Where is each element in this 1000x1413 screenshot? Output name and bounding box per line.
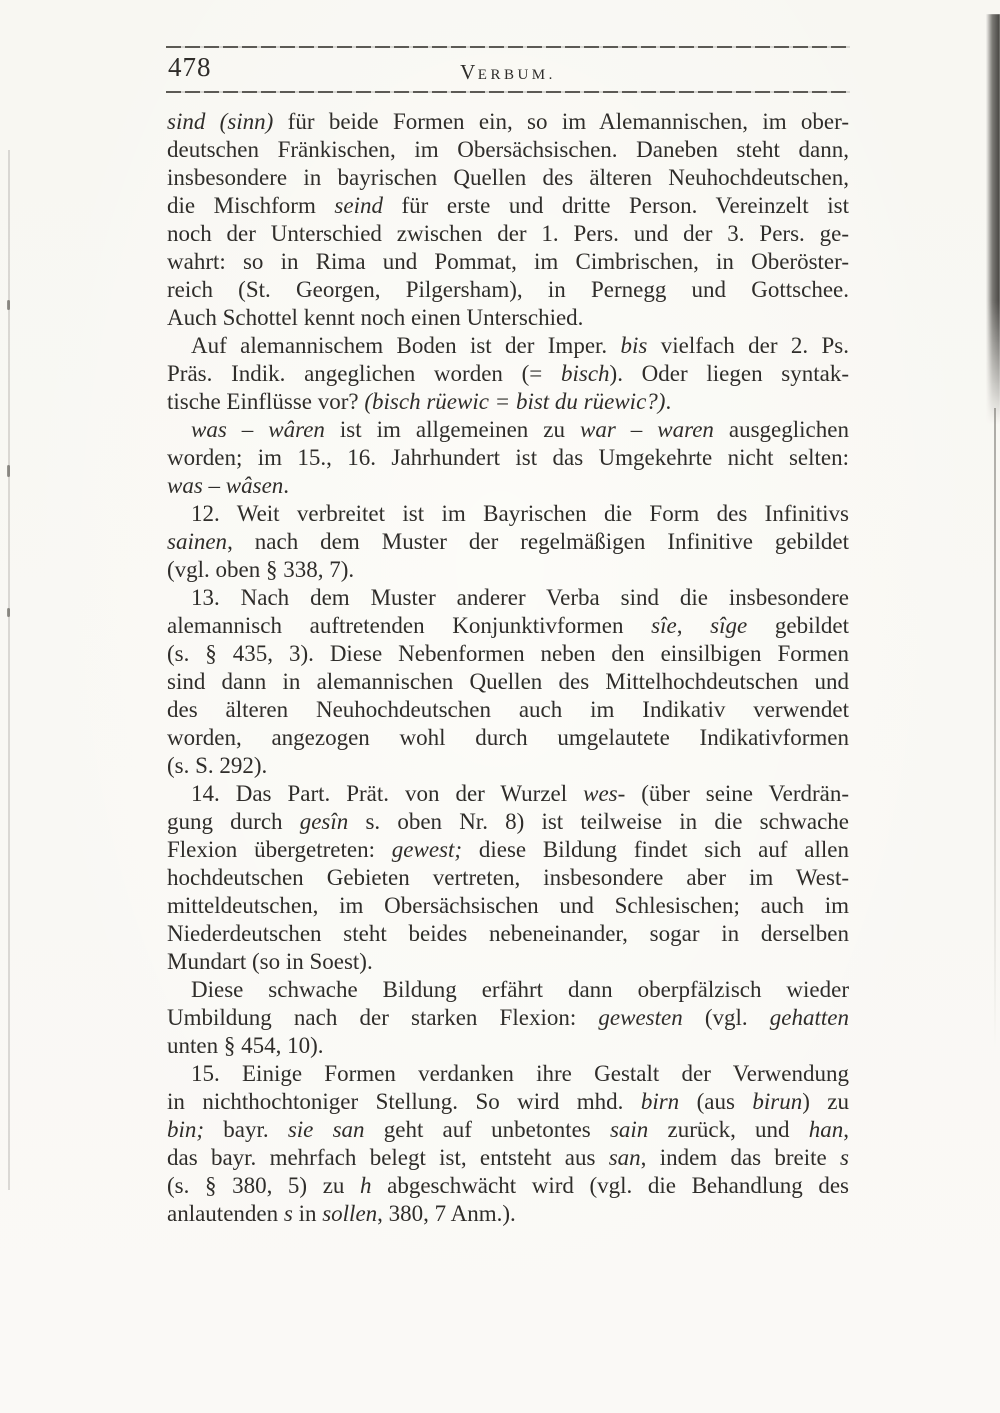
text-line: (vgl. oben § 338, 7). (167, 557, 355, 582)
text-line: deutschen Fränkischen, im Obersächsischen. Daneben steht dann, (167, 137, 849, 162)
text-line: 13. Nach dem Muster anderer Verba sind die insbesondere (191, 585, 849, 610)
text-line: Umbildung nach der starken Flexion: gewesten (vgl. gehatten (167, 1005, 849, 1030)
text-line: Auf alemannischem Boden ist der Imper. bis vielfach der 2. Ps. (191, 333, 849, 358)
text-line: wahrt: so in Rima und Pommat, im Cimbrischen, in Oberöster- (167, 249, 849, 274)
header-rule-top (166, 46, 850, 48)
body-text (167, 108, 849, 1228)
text-line: unten § 454, 10). (167, 1033, 324, 1058)
running-title: VERBUM. (460, 60, 556, 84)
text-line: gung durch gesîn s. oben Nr. 8) ist teilweise in die schwache (167, 809, 849, 834)
text-line: insbesondere in bayrischen Quellen des älteren Neuhochdeutschen, (167, 165, 849, 190)
text-line: was – wâsen. (167, 473, 290, 498)
text-line: was – wâren ist im allgemeinen zu war – waren ausgeglichen (191, 417, 849, 442)
text-line: tische Einflüsse vor? (bisch rüewic = bist du rüewic?). (167, 389, 672, 414)
text-line: (s. § 380, 5) zu h abgeschwächt wird (vgl. die Behandlung des (167, 1173, 850, 1198)
scan-artifact-speck (7, 465, 10, 477)
scan-artifact-speck (7, 300, 10, 310)
text-line: 15. Einige Formen verdanken ihre Gestalt der Verwendung (191, 1061, 849, 1086)
text-line: das bayr. mehrfach belegt ist, entsteht aus san, indem das breite s (167, 1145, 849, 1170)
text-line: 14. Das Part. Prät. von der Wurzel wes- (über seine Verdrän- (191, 781, 850, 806)
text-line: Niederdeutschen steht beides nebeneinander, sogar in derselben (167, 921, 849, 946)
text-line: Auch Schottel kennt noch einen Unterschied. (167, 305, 584, 330)
text-line: worden; im 15., 16. Jahrhundert ist das Umgekehrte nicht selten: (167, 445, 849, 470)
text-line: hochdeutschen Gebieten vertreten, insbesondere aber im West- (167, 865, 849, 890)
text-line: (s. S. 292). (167, 753, 268, 778)
page-number: 478 (168, 52, 212, 82)
text-line: des älteren Neuhochdeutschen auch im Indikativ verwendet (167, 697, 849, 722)
text-line: reich (St. Georgen, Pilgersham), in Pernegg und Gottschee. (167, 277, 849, 302)
text-line: Flexion übergetreten: gewest; diese Bildung findet sich auf allen (167, 837, 849, 862)
text-line: bin; bayr. sie san geht auf unbetontes sain zurück, und han, (167, 1117, 849, 1142)
text-line: Diese schwache Bildung erfährt dann oberpfälzisch wieder (191, 977, 849, 1002)
text-line: Mundart (so in Soest). (167, 949, 373, 974)
text-line: sind dann in alemannischen Quellen des Mittelhochdeutschen und (167, 669, 849, 694)
text-line: noch der Unterschied zwischen der 1. Pers. und der 3. Pers. ge- (167, 221, 849, 246)
header-rule-bottom (166, 91, 850, 93)
text-line: alemannisch auftretenden Konjunktivformen sîe, sîge gebildet (167, 613, 849, 638)
text-line: anlautenden s in sollen, 380, 7 Anm.). (167, 1201, 516, 1226)
text-line: in nichthochtoniger Stellung. So wird mhd. birn (aus birun) zu (167, 1089, 849, 1114)
text-line: sainen, nach dem Muster der regelmäßigen Infinitive gebildet (167, 529, 849, 554)
text-line: sind (sinn) für beide Formen ein, so im Alemannischen, im ober- (167, 109, 850, 134)
scan-artifact-speck (7, 608, 10, 617)
text-line: Präs. Indik. angeglichen worden (= bisch). Oder liegen syntak- (167, 361, 849, 386)
scan-artifact-right-shadow (986, 14, 1000, 424)
text-line: 12. Weit verbreitet ist im Bayrischen die Form des Infinitivs (191, 501, 849, 526)
text-line: mitteldeutschen, im Obersächsischen und Schlesischen; auch im (167, 893, 849, 918)
text-line: (s. § 435, 3). Diese Nebenformen neben den einsilbigen Formen (167, 641, 849, 666)
scan-artifact-right-edge-line (994, 408, 996, 1048)
text-line: die Mischform seind für erste und dritte Person. Vereinzelt ist (167, 193, 849, 218)
text-line: worden, angezogen wohl durch umgelautete Indikativformen (167, 725, 849, 750)
